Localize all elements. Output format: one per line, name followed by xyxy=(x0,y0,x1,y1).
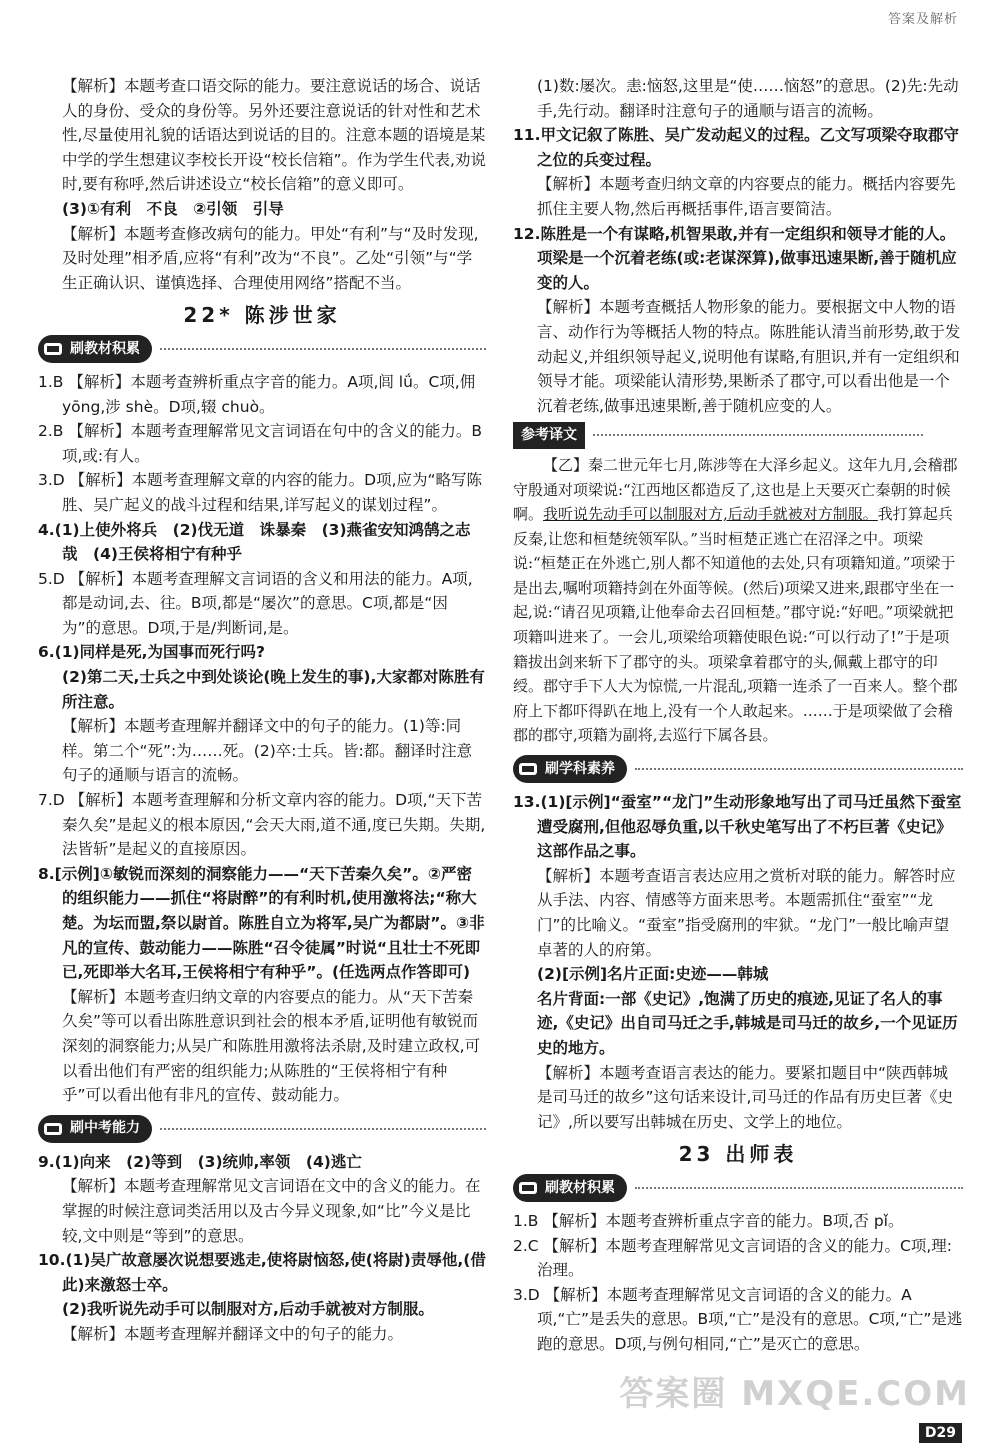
answer-item: 4.(1)上使外将兵 (2)伐无道 诛暴秦 (3)燕雀安知鸿鹄之志哉 (4)王侯将相宁有种乎 xyxy=(38,520,471,564)
divider xyxy=(593,434,923,436)
analysis-text: 【解析】本题考查理解常见文言词语在文中的含义的能力。在掌握的时候注意词类活用以及古今异义现象,如“比”今义是比较,文中则是“等到”的意思。 xyxy=(62,1177,481,1245)
right-column xyxy=(513,74,963,1357)
analysis-text: 【解析】本题考查语言表达的能力。要紧扣题目中“陕西韩城是司马迁的故乡”这句话来设计,司马迁的作品有历史巨著《史记》,所以要写出韩城在历史、文学上的地位。 xyxy=(537,1063,953,1131)
answer-item: 6.(1)同样是死,为国事而死行吗? xyxy=(38,643,266,662)
answer-item: (2)我听说先动手可以制服对方,后动手就被对方制服。 xyxy=(62,1300,434,1319)
banner-label: 刷教材积累 xyxy=(545,1179,615,1196)
analysis-text: 【解析】本题考查理解并翻译文中的句子的能力。 xyxy=(62,1324,404,1343)
answer-item: 11.甲文记叙了陈胜、吴广发动起义的过程。乙文写项梁夺取郡守之位的兵变过程。 xyxy=(513,126,959,169)
banner-label: 刷中考能力 xyxy=(70,1120,140,1137)
banner-label: 刷学科素养 xyxy=(545,760,615,777)
banner-pill xyxy=(38,1115,152,1143)
answer-item: 1.B 【解析】本题考查辨析重点字音的能力。A项,闾 lǘ。C项,佣 yōng,涉 shè。D项,辍 chuò。 xyxy=(38,372,476,416)
analysis-text: 【解析】本题考查修改病句的能力。甲处“有利”与“及时发现,及时处理”相矛盾,应将“有利”改为“不良”。乙处“引领”与“学生正确认识、谨慎选择、合理使用网络”搭配不当。 xyxy=(62,224,479,292)
pen-icon xyxy=(517,1179,539,1197)
translation-part: 我打算起兵反秦,让您和桓楚统领军队。”当时桓楚正逃亡在沼泽之中。项梁说:“桓楚正在外逃亡,别人都不知道他的去处,只有项籍知道。”项梁于是出去,嘱咐项籍持剑在外面等候。(然后)项梁又进来,跟郡守坐在一起,说:“请召见项籍,让他奉命去召回桓楚。”郡守说:“好吧。”项梁就把项籍叫进来了。一会儿,项梁给项籍使眼色说:“可以行动了!”于是项籍拔出剑来斩下了郡守的头。项梁拿着郡守的头,佩戴上郡守的印绶。郡守手下人大为惊慌,一片混乱,项籍一连杀了一百来人。整个郡府上下都吓得趴在地上,没有一个人敢起来。……于是项梁做了会稽郡的郡守,项籍为副将,去巡行下属各县。 xyxy=(513,505,958,745)
answer-item: 5.D 【解析】本题考查理解文言词语的含义和用法的能力。A项,都是动词,去、往。B项,都是“屡次”的意思。C项,都是“因为”的意思。D项,于是/判断词,是。 xyxy=(38,569,473,637)
answer-item: 9.(1)向来 (2)等到 (3)统帅,率领 (4)逃亡 xyxy=(38,1152,362,1171)
answer-item: 2.C 【解析】本题考查理解常见文言词语的含义的能力。C项,理:治理。 xyxy=(513,1236,953,1280)
answer-item: 13.(1)[示例]“蚕室”“龙门”生动形象地写出了司马迁虽然下蚕室遭受腐刑,但他忍辱负重,以千秋史笔写出了不朽巨著《史记》这部作品之事。 xyxy=(513,793,962,861)
page-header: 答案及解析 xyxy=(887,12,958,27)
answer-item: 3.D 【解析】本题考查理解常见文言词语的含义的能力。A项,“亡”是丢失的意思。B项,“亡”是没有的意思。C项,“亡”是逃跑的意思。D项,与例句相同,“亡”是灭亡的意思。 xyxy=(513,1285,963,1353)
analysis-text: 【解析】本题考查概括人物形象的能力。要根据文中人物的语言、动作行为等概括人物的特点。陈胜能认清当前形势,敢于发动起义,并组织领导起义,说明他有谋略,有胆识,并有一定组织和领导才能。项梁能认清形势,果断杀了郡守,可以看出他是一个沉着老练,做事迅速果断,善于随机应变的人。 xyxy=(537,298,961,415)
banner-pill xyxy=(513,1174,627,1202)
answer-item: 10.(1)吴广故意屡次说想要逃走,使将尉恼怒,使(将尉)责辱他,(借此)来激怒士卒。 xyxy=(38,1251,486,1294)
answer-item: 名片背面:一部《史记》,饱满了历史的痕迹,见证了名人的事迹,《史记》出自司马迁之手,韩城是司马迁的故乡,一个见证历史的地方。 xyxy=(537,989,958,1057)
translation-text xyxy=(513,453,963,748)
divider xyxy=(635,768,963,770)
answer-item: 8.[示例]①敏锐而深刻的洞察能力——“天下苦秦久矣”。②严密的组织能力——抓住“将尉醉”的有利时机,使用激将法;“称大楚。为坛而盟,祭以尉首。陈胜自立为将军,吴广为都尉”。③非凡的宣传、鼓动能力——陈胜“召令徒属”时说“且壮士不死即已,死即举大名耳,王侯将相宁有种乎”。(任选两点作答即可) xyxy=(38,864,485,982)
analysis-text: (1)数:屡次。恚:恼怒,这里是“使……恼怒”的意思。(2)先:先动手,先行动。翻译时注意句子的通顺与语言的流畅。 xyxy=(537,77,959,120)
answer-item: 2.B 【解析】本题考查理解常见文言词语在句中的含义的能力。B项,或:有人。 xyxy=(38,422,482,465)
watermark: 答案圈 MXQE.COM xyxy=(619,1374,970,1414)
divider xyxy=(635,1187,963,1189)
pen-icon xyxy=(42,340,64,358)
translation-part: 【乙】秦二世元年七月,陈涉等在大泽乡起义。这年九月,会稽郡守殷通对项梁说:“江西地区都造反了,这也是上天要灭亡秦朝的时候啊。 xyxy=(513,455,958,524)
section-title: 23 出师表 xyxy=(678,1142,798,1167)
section-banner xyxy=(513,1173,963,1203)
answer-item: 1.B 【解析】本题考查辨析重点字音的能力。B项,否 pǐ。 xyxy=(513,1211,904,1230)
banner-label: 刷教材积累 xyxy=(70,340,140,357)
pen-icon xyxy=(517,760,539,778)
answer-item: 12.陈胜是一个有谋略,机智果敢,并有一定组织和领导才能的人。项梁是一个沉着老练(或:老谋深算),做事迅速果断,善于随机应变的人。 xyxy=(513,224,957,292)
page-number: D29 xyxy=(919,1423,962,1443)
divider xyxy=(160,348,486,350)
reference-translation-header xyxy=(513,418,963,453)
answer-item: (2)[示例]名片正面:史迹——韩城 xyxy=(537,965,769,984)
answer-item: 7.D 【解析】本题考查理解和分析文章内容的能力。D项,“天下苦秦久矣”是起义的根本原因,“会天大雨,道不通,度已失期。失期,法皆斩”是起义的直接原因。 xyxy=(38,791,486,859)
left-column xyxy=(38,74,486,1347)
section-banner xyxy=(513,754,963,784)
translation-underlined: 我听说先动手可以制服对方,后动手就被对方制服。 xyxy=(543,505,878,524)
pen-icon xyxy=(42,1120,64,1138)
answer-text: (3)①有利 不良 ②引领 引导 xyxy=(62,199,284,218)
section-banner xyxy=(38,334,486,364)
analysis-text: 【解析】本题考查理解并翻译文中的句子的能力。(1)等:同样。第二个“死”:为……死。(2)卒:士兵。皆:都。翻译时注意句子的通顺与语言的流畅。 xyxy=(62,717,473,785)
analysis-text: 【解析】本题考查归纳文章的内容要点的能力。概括内容要先抓住主要人物,然后再概括事件,语言要简洁。 xyxy=(537,175,956,218)
section-banner xyxy=(38,1114,486,1144)
answer-item: (2)第二天,士兵之中到处谈论(晚上发生的事),大家都对陈胜有所注意。 xyxy=(62,668,485,711)
section-title: 22* 陈涉世家 xyxy=(183,303,341,328)
reference-label: 参考译文 xyxy=(513,422,585,449)
analysis-text: 【解析】本题考查口语交际的能力。要注意说话的场合、说话人的身份、受众的身份等。另外还要注意说话的针对性和艺术性,尽量使用礼貌的话语达到说话的目的。注意本题的语境是某中学的学生想建议李校长开设“校长信箱”。作为学生代表,劝说时,要有称呼,然后讲述设立“校长信箱”的意义即可。 xyxy=(62,77,486,194)
analysis-text: 【解析】本题考查语言表达应用之赏析对联的能力。解答时应从手法、内容、情感等方面来思考。本题需抓住“蚕室”“龙门”的比喻义。“蚕室”指受腐刑的牢狱。“龙门”一般比喻声望卓著的人的府第。 xyxy=(537,866,956,959)
answer-item: 3.D 【解析】本题考查理解文章的内容的能力。D项,应为“略写陈胜、吴广起义的战斗过程和结果,详写起义的谋划过程”。 xyxy=(38,471,483,514)
analysis-text: 【解析】本题考查归纳文章的内容要点的能力。从“天下苦秦久矣”等可以看出陈胜意识到社会的根本矛盾,证明他有敏锐而深刻的洞察能力;从吴广和陈胜用激将法杀尉,及时建立政权,可以看出他们有严密的组织能力;从陈胜的“王侯将相宁有种乎”可以看出他有非凡的宣传、鼓动能力。 xyxy=(62,987,481,1105)
banner-pill xyxy=(38,335,152,363)
banner-pill xyxy=(513,755,627,783)
divider xyxy=(160,1128,486,1130)
